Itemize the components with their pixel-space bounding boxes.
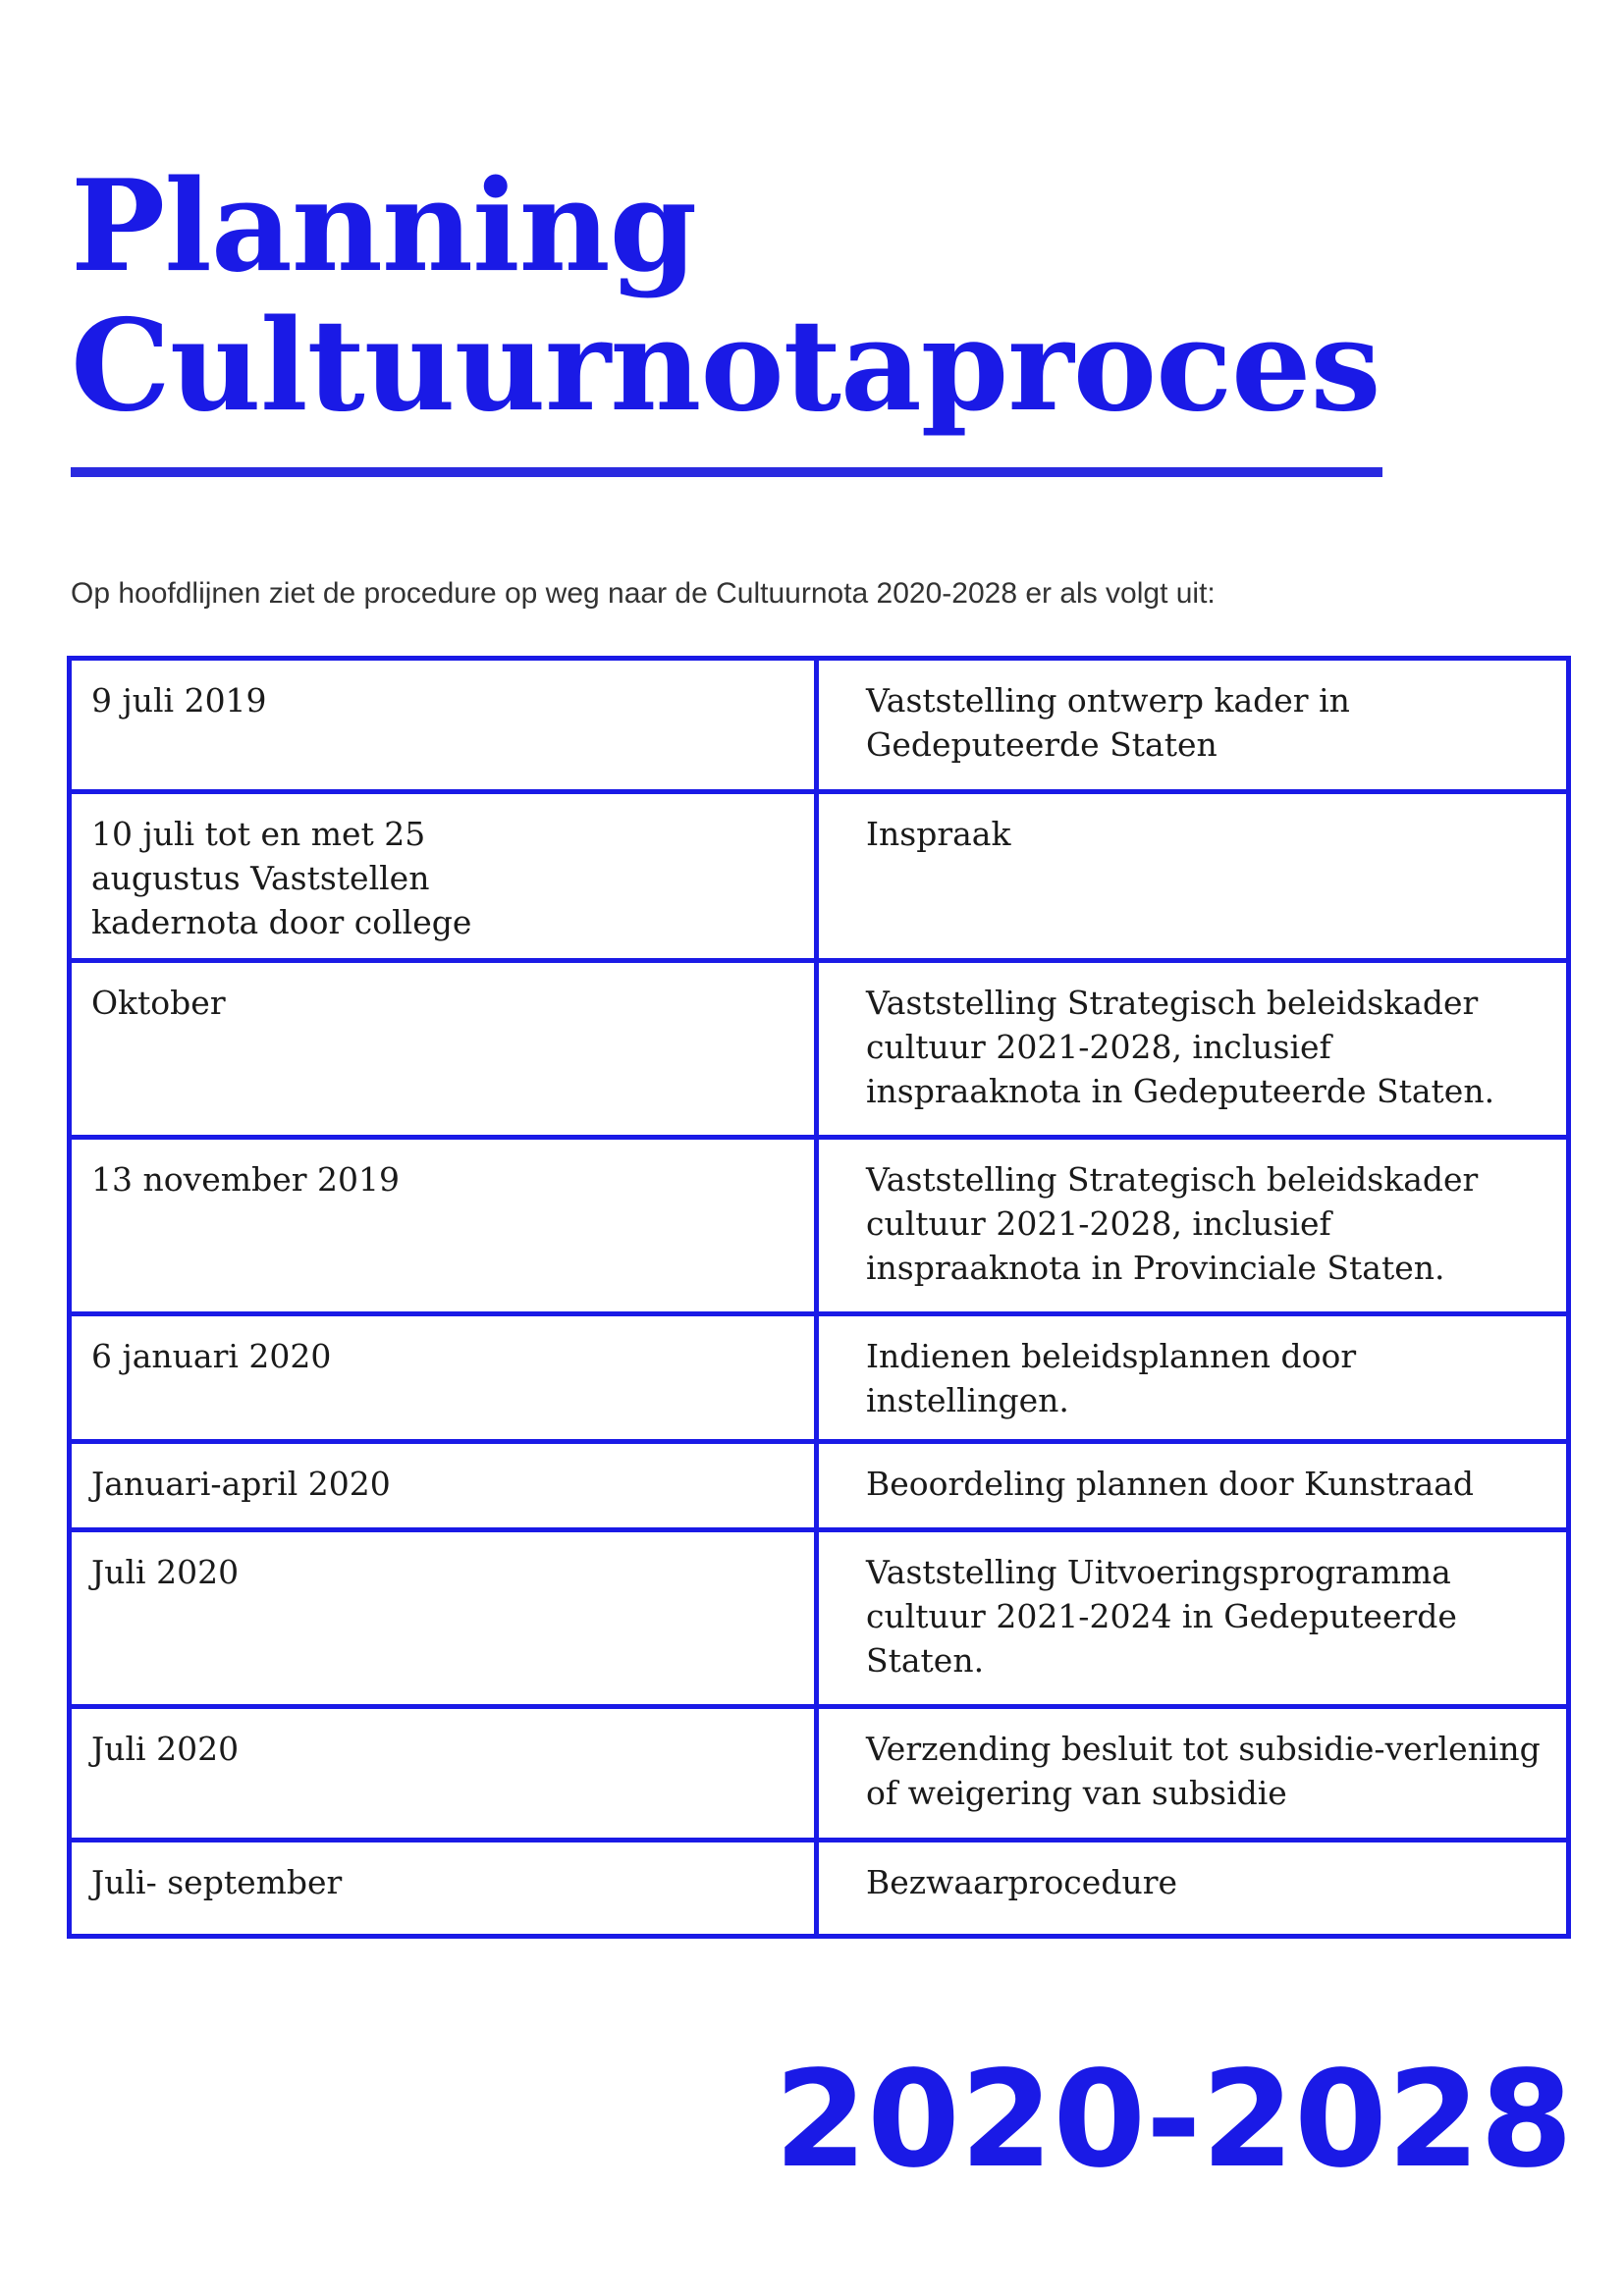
table-cell-activity: Beoordeling plannen door Kunstraad <box>819 1444 1571 1532</box>
table-row <box>72 794 1571 963</box>
table-cell-activity: Vaststelling Uitvoeringsprogramma cultuur 2021-2024 in Gedeputeerde Staten. <box>819 1532 1571 1709</box>
table-cell-activity: Bezwaarprocedure <box>819 1842 1571 1939</box>
table-cell-activity: Vaststelling ontwerp kader in Gedeputeerde Staten <box>819 661 1571 794</box>
table-cell-activity: Inspraak <box>819 794 1571 963</box>
table-cell-activity: Vaststelling Strategisch beleidskader cultuur 2021-2028, inclusief inspraaknota in Gedeputeerde Staten. <box>819 963 1571 1140</box>
table-cell-date: 13 november 2019 <box>72 1140 819 1316</box>
table-cell-date: Januari-april 2020 <box>72 1444 819 1532</box>
page-title <box>71 153 1380 440</box>
page-title-line-1: Planning <box>71 153 697 300</box>
planning-table <box>67 656 1571 1939</box>
table-row <box>72 1842 1571 1939</box>
title-underline-divider <box>71 467 1382 477</box>
table-cell-date: 10 juli tot en met 25 augustus Vaststellen kadernota door college <box>72 794 819 963</box>
table-cell-date: Juli 2020 <box>72 1532 819 1709</box>
table-cell-date: 9 juli 2019 <box>72 661 819 794</box>
table-row <box>72 1709 1571 1842</box>
table-row <box>72 1444 1571 1532</box>
table-row <box>72 963 1571 1140</box>
table-cell-date: Oktober <box>72 963 819 1140</box>
table-cell-date: Juli- september <box>72 1842 819 1939</box>
page-title-line-2: Cultuurnotaproces <box>71 293 1380 440</box>
table-row <box>72 661 1571 794</box>
table-row <box>72 1532 1571 1709</box>
table-cell-activity: Verzending besluit tot subsidie-verlening of weigering van subsidie <box>819 1709 1571 1842</box>
table-cell-activity: Vaststelling Strategisch beleidskader cultuur 2021-2028, inclusief inspraaknota in Provinciale Staten. <box>819 1140 1571 1316</box>
table-row <box>72 1140 1571 1316</box>
table-cell-date: 6 januari 2020 <box>72 1316 819 1444</box>
table-cell-activity: Indienen beleidsplannen door instellingen. <box>819 1316 1571 1444</box>
table-row <box>72 1316 1571 1444</box>
intro-text: Op hoofdlijnen ziet de procedure op weg naar de Cultuurnota 2020-2028 er als volgt uit: <box>71 577 1216 610</box>
table-cell-date: Juli 2020 <box>72 1709 819 1842</box>
footer-year: 2020-2028 <box>774 2043 1573 2198</box>
